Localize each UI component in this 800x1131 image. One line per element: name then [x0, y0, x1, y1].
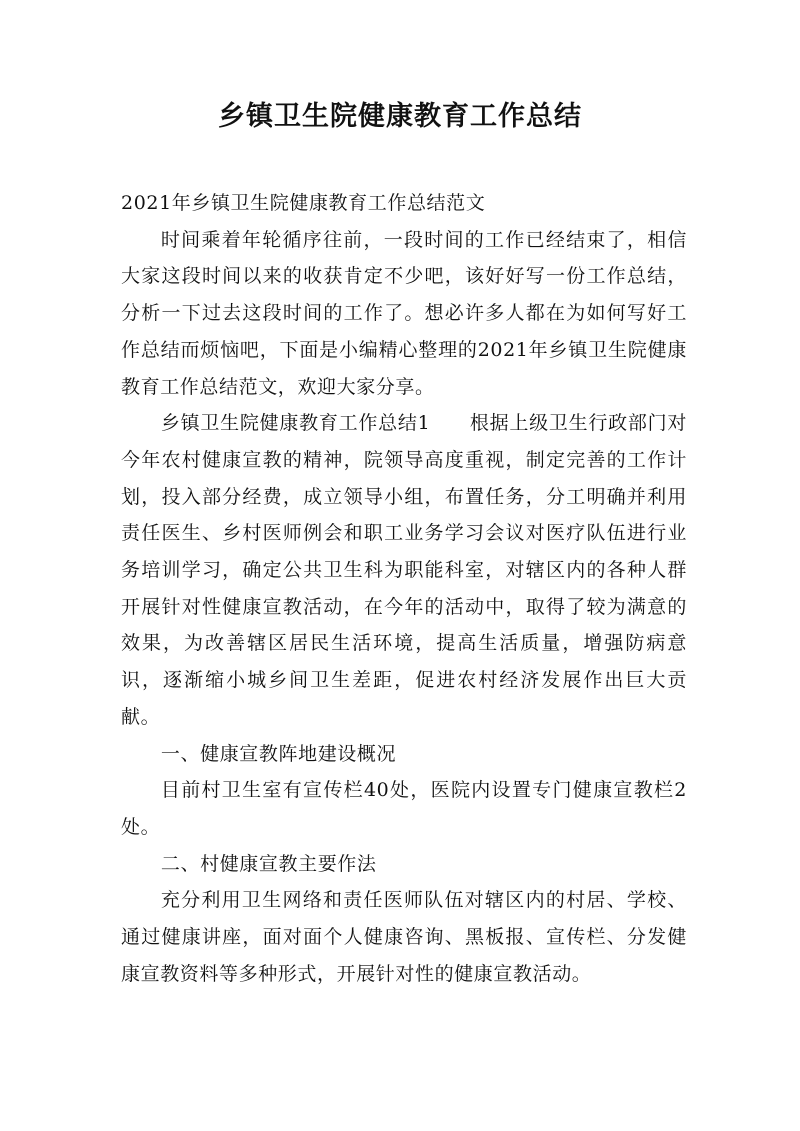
document-subtitle: 2021年乡镇卫生院健康教育工作总结范文 — [121, 192, 486, 214]
section-heading-2: 二、村健康宣教主要作法 — [160, 852, 377, 875]
summary-paragraph-1: 乡镇卫生院健康教育工作总结1 根据上级卫生行政部门对今年农村健康宣教的精神，院领导高度重视，制定完善的工作计划，投入部分经费，成立领导小组，布置任务，分工明确并利用责任医生、乡村医师例会和职工业务学习会议对医疗队伍进行业务培训学习，确定公共卫生科为职能科室，对辖区内的各种人群开展针对性健康宣教活动，在今年的活动中，取得了较为满意的效果，为改善辖区居民生活环境，提高生活质量，增强防病意识，逐渐缩小城乡间卫生差距，促进农村经济发展作出巨大贡献。 — [121, 412, 687, 728]
section-1-paragraph: 目前村卫生室有宣传栏40处，医院内设置专门健康宣教栏2处。 — [121, 779, 687, 838]
section-2-paragraph: 充分利用卫生网络和责任医师队伍对辖区内的村居、学校、通过健康讲座，面对面个人健康咨询、黑板报、宣传栏、分发健康宣教资料等多种形式，开展针对性的健康宣教活动。 — [121, 889, 687, 985]
section-heading-1: 一、健康宣教阵地建设概况 — [160, 742, 397, 765]
document-title: 乡镇卫生院健康教育工作总结 — [218, 101, 582, 132]
intro-paragraph: 时间乘着年轮循序往前，一段时间的工作已经结束了，相信大家这段时间以来的收获肯定不少吧，该好好写一份工作总结，分析一下过去这段时间的工作了。想必许多人都在为如何写好工作总结而烦恼吧，下面是小编精心整理的2021年乡镇卫生院健康教育工作总结范文，欢迎大家分享。 — [121, 228, 687, 398]
document-body — [121, 185, 687, 992]
